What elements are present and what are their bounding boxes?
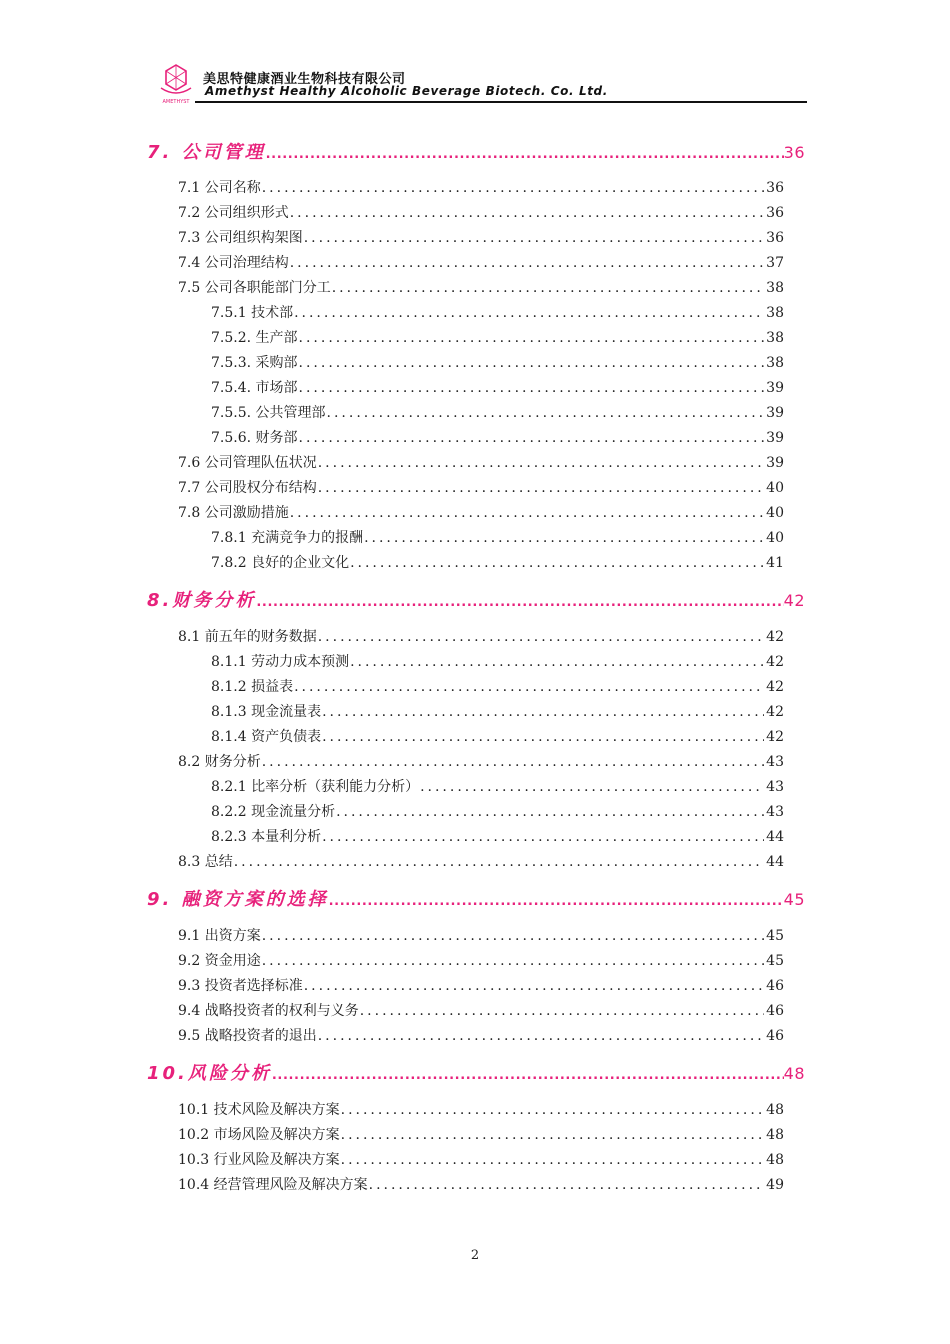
toc-entry-8-1[interactable] [178, 626, 784, 648]
toc-leader [303, 978, 764, 994]
toc-entry-label: 7.8.2 良好的企业文化 [211, 555, 350, 571]
toc-chapter-label: 10.风险分析 [147, 1063, 272, 1084]
toc-page-number: 43 [766, 779, 784, 795]
toc-entry-label: 7.4 公司治理结构 [178, 255, 289, 271]
toc-page-number: 42 [783, 591, 805, 610]
toc-entry-label: 7.5.5. 公共管理部 [211, 405, 326, 421]
toc-entry-label: 9.2 资金用途 [178, 953, 261, 969]
page-header [155, 62, 807, 106]
toc-entry-label: 9.5 战略投资者的退出 [178, 1028, 317, 1044]
toc-entry-label: 8.3 总结 [178, 854, 233, 870]
toc-entry-7-1[interactable] [178, 177, 784, 199]
toc-entry-7-7[interactable] [178, 477, 784, 499]
toc-page-number: 46 [766, 978, 784, 994]
toc-entry-label: 8.1.3 现金流量表 [211, 704, 322, 720]
page-number: 2 [470, 1248, 480, 1263]
toc-entry-label: 8.2.2 现金流量分析 [211, 804, 336, 820]
toc-entry-9-2[interactable] [178, 950, 784, 972]
toc-entry-label: 7.8.1 充满竞争力的报酬 [211, 530, 364, 546]
toc-page-number: 40 [766, 505, 784, 521]
toc-entry-label: 7.6 公司管理队伍状况 [178, 455, 317, 471]
toc-entry-9-5[interactable] [178, 1025, 784, 1047]
toc-leader [298, 430, 765, 446]
toc-leader [321, 829, 764, 845]
toc-leader [256, 595, 783, 610]
toc-leader [326, 405, 765, 421]
toc-entry-10-4[interactable] [178, 1174, 784, 1196]
toc-page-number: 46 [766, 1028, 784, 1044]
toc-entry-label: 7.5.3. 采购部 [211, 355, 298, 371]
toc-page-number: 48 [783, 1064, 805, 1083]
toc-leader [303, 230, 764, 246]
toc-page-number: 40 [766, 530, 784, 546]
toc-page-number: 42 [766, 704, 784, 720]
toc-entry-9-3[interactable] [178, 975, 784, 997]
toc-page-number: 36 [783, 143, 805, 162]
toc-leader [321, 729, 764, 745]
toc-leader [419, 779, 764, 795]
toc-entry-8-1-1[interactable] [211, 651, 784, 673]
toc-entry-8-1-2[interactable] [211, 676, 784, 698]
toc-entry-7-5-1[interactable] [211, 302, 784, 324]
toc-page-number: 36 [766, 230, 784, 246]
toc-entry-8-1-3[interactable] [211, 701, 784, 723]
toc-entry-label: 8.2.3 本量利分析 [211, 829, 322, 845]
toc-page-number: 42 [766, 679, 784, 695]
toc-entry-8-2[interactable] [178, 751, 784, 773]
toc-entry-label: 8.1.4 资产负债表 [211, 729, 322, 745]
toc-chapter-10[interactable] [147, 1059, 805, 1087]
toc-page-number: 43 [766, 754, 784, 770]
toc-leader [363, 530, 764, 546]
toc-leader [293, 305, 764, 321]
toc-leader [329, 894, 784, 909]
toc-page-number: 44 [766, 829, 784, 845]
toc-page-number: 36 [766, 180, 784, 196]
toc-chapter-label: 8.财务分析 [147, 590, 257, 611]
toc-entry-label: 7.5.4. 市场部 [211, 380, 298, 396]
toc-entry-7-3[interactable] [178, 227, 784, 249]
toc-entry-7-8[interactable] [178, 502, 784, 524]
toc-chapter-label: 7. 公司管理 [147, 142, 266, 163]
toc-page-number: 46 [766, 1003, 784, 1019]
toc-entry-label: 8.1 前五年的财务数据 [178, 629, 317, 645]
toc-leader [349, 654, 764, 670]
toc-leader [261, 180, 764, 196]
toc-leader [289, 205, 764, 221]
toc-leader [340, 1127, 765, 1143]
toc-leader [340, 1152, 765, 1168]
svg-text:AMETHYST: AMETHYST [162, 99, 190, 105]
toc-leader [298, 330, 765, 346]
toc-entry-7-8-2[interactable] [211, 552, 784, 574]
toc-leader [289, 505, 764, 521]
toc-leader [331, 280, 764, 296]
toc-page-number: 39 [766, 380, 784, 396]
toc-entry-label: 10.3 行业风险及解决方案 [178, 1152, 340, 1168]
toc-entry-8-2-1[interactable] [211, 776, 784, 798]
toc-page-number: 39 [766, 430, 784, 446]
toc-entry-10-3[interactable] [178, 1149, 784, 1171]
toc-entry-label: 7.1 公司名称 [178, 180, 261, 196]
toc-leader [317, 1028, 764, 1044]
toc-leader [317, 629, 764, 645]
toc-entry-label: 7.5 公司各职能部门分工 [178, 280, 331, 296]
toc-entry-7-2[interactable] [178, 202, 784, 224]
toc-page-number: 43 [766, 804, 784, 820]
company-name-english: Amethyst Healthy Alcoholic Beverage Biotech. Co. Ltd. [205, 84, 608, 98]
toc-leader [261, 754, 764, 770]
company-name-chinese: 美思特健康酒业生物科技有限公司 [203, 72, 406, 87]
toc-chapter-label: 9. 融资方案的选择 [147, 889, 329, 910]
toc-entry-label: 8.2.1 比率分析（获利能力分析） [211, 779, 420, 795]
toc-page-number: 38 [766, 330, 784, 346]
toc-entry-7-5[interactable] [178, 277, 784, 299]
toc-page-number: 45 [766, 928, 784, 944]
toc-page-number: 42 [766, 729, 784, 745]
toc-entry-label: 9.1 出资方案 [178, 928, 261, 944]
toc-leader [293, 679, 764, 695]
toc-entry-label: 7.8 公司激励措施 [178, 505, 289, 521]
toc-entry-label: 10.2 市场风险及解决方案 [178, 1127, 340, 1143]
toc-page-number: 48 [766, 1102, 784, 1118]
toc-entry-label: 9.4 战略投资者的权利与义务 [178, 1003, 359, 1019]
toc-entry-7-5-5[interactable] [211, 402, 784, 424]
toc-entry-9-1[interactable] [178, 925, 784, 947]
toc-leader [368, 1177, 765, 1193]
toc-entry-7-4[interactable] [178, 252, 784, 274]
toc-entry-label: 8.1.2 损益表 [211, 679, 294, 695]
toc-page-number: 38 [766, 355, 784, 371]
toc-entry-label: 8.1.1 劳动力成本预测 [211, 654, 350, 670]
toc-entry-7-5-2[interactable] [211, 327, 784, 349]
toc-leader [261, 928, 764, 944]
toc-entry-10-1[interactable] [178, 1099, 784, 1121]
toc-entry-10-2[interactable] [178, 1124, 784, 1146]
toc-chapter-7[interactable] [147, 138, 805, 166]
toc-leader [317, 455, 764, 471]
toc-entry-8-2-3[interactable] [211, 826, 784, 848]
toc-entry-label: 10.4 经营管理风险及解决方案 [178, 1177, 368, 1193]
toc-leader [335, 804, 764, 820]
toc-entry-label: 7.5.2. 生产部 [211, 330, 298, 346]
toc-leader [317, 480, 764, 496]
toc-entry-label: 7.2 公司组织形式 [178, 205, 289, 221]
toc-page-number: 42 [766, 629, 784, 645]
toc-entry-7-6[interactable] [178, 452, 784, 474]
toc-leader [298, 380, 765, 396]
toc-page-number: 44 [766, 854, 784, 870]
toc-page-number: 42 [766, 654, 784, 670]
toc-page-number: 41 [766, 555, 784, 571]
toc-entry-label: 7.7 公司股权分布结构 [178, 480, 317, 496]
toc-page-number: 40 [766, 480, 784, 496]
toc-leader [349, 555, 764, 571]
toc-leader [359, 1003, 764, 1019]
toc-chapter-8[interactable] [147, 586, 805, 614]
toc-entry-label: 7.5.6. 财务部 [211, 430, 298, 446]
toc-page-number: 48 [766, 1152, 784, 1168]
toc-entry-label: 9.3 投资者选择标准 [178, 978, 303, 994]
toc-chapter-9[interactable] [147, 885, 805, 913]
toc-page-number: 45 [766, 953, 784, 969]
toc-entry-9-4[interactable] [178, 1000, 784, 1022]
toc-page-number: 45 [783, 890, 805, 909]
toc-page-number: 38 [766, 280, 784, 296]
toc-entry-8-1-4[interactable] [211, 726, 784, 748]
toc-leader [289, 255, 764, 271]
toc-entry-8-3[interactable] [178, 851, 784, 873]
toc-page-number: 39 [766, 455, 784, 471]
toc-entry-label: 8.2 财务分析 [178, 754, 261, 770]
toc-page-number: 37 [766, 255, 784, 271]
toc-entry-8-2-2[interactable] [211, 801, 784, 823]
toc-entry-label: 10.1 技术风险及解决方案 [178, 1102, 340, 1118]
toc-leader [298, 355, 765, 371]
toc-page-number: 48 [766, 1127, 784, 1143]
toc-entry-label: 7.3 公司组织构架图 [178, 230, 303, 246]
header-rule [195, 101, 807, 103]
toc-entry-label: 7.5.1 技术部 [211, 305, 294, 321]
toc-leader [272, 1068, 784, 1083]
toc-entry-7-5-3[interactable] [211, 352, 784, 374]
toc-entry-7-5-4[interactable] [211, 377, 784, 399]
amethyst-logo [155, 62, 197, 106]
toc-leader [266, 147, 784, 162]
toc-leader [340, 1102, 765, 1118]
toc-entry-7-8-1[interactable] [211, 527, 784, 549]
toc-page-number: 49 [766, 1177, 784, 1193]
toc-page-number: 39 [766, 405, 784, 421]
toc-page-number: 38 [766, 305, 784, 321]
toc-entry-7-5-6[interactable] [211, 427, 784, 449]
toc-leader [321, 704, 764, 720]
toc-leader [233, 854, 764, 870]
toc-page-number: 36 [766, 205, 784, 221]
toc-leader [261, 953, 764, 969]
